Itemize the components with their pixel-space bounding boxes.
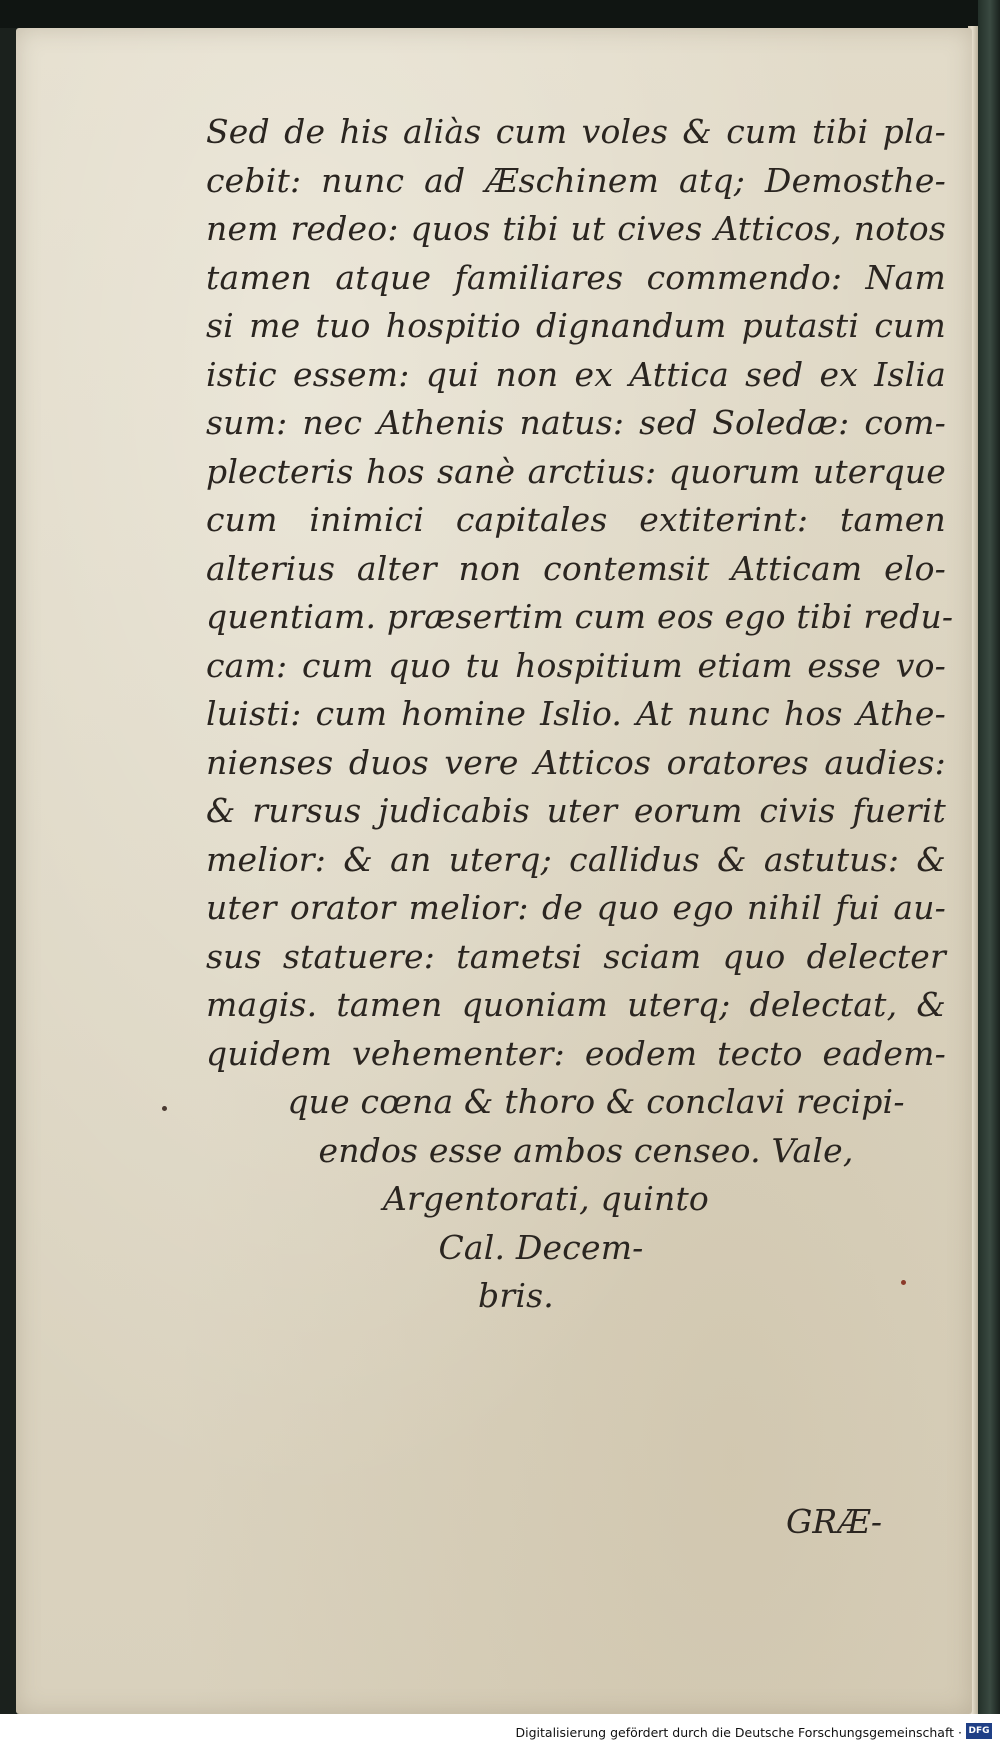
text-line: plecteris hos sanè arctius: quorum uterque — [206, 451, 946, 491]
ink-speck — [162, 1106, 167, 1111]
text-line: istic essem: qui non ex Attica sed ex Islia — [206, 354, 946, 394]
footer-bar — [0, 1714, 1000, 1747]
closing-line: Cal. Decem- — [438, 1227, 644, 1267]
closing-line: que cœna & thoro & conclavi recipi- — [287, 1082, 905, 1121]
ink-speck — [901, 1280, 906, 1285]
text-line: Sed de his aliàs cum voles & cum tibi pla- — [206, 112, 946, 151]
closing-line: Argentorati, quinto — [382, 1179, 709, 1218]
closing-line: endos esse ambos censeo. Vale, — [318, 1130, 854, 1170]
text-line: tamen atque familiares commendo: Nam — [206, 257, 946, 297]
book-page — [16, 28, 972, 1714]
text-line: nienses duos vere Atticos oratores audies: — [206, 742, 946, 782]
digitization-credit: Digitalisierung gefördert durch die Deutsche Forschungsgemeinschaft · — [515, 1725, 962, 1740]
scan-background-top — [0, 0, 1000, 28]
text-line: nem redeo: quos tibi ut cives Atticos, notos — [206, 209, 946, 248]
text-line: quidem vehementer: eodem tecto eadem- — [206, 1033, 946, 1073]
text-line: melior: & an uterq; callidus & astutus: & — [206, 839, 946, 879]
text-line: sum: nec Athenis natus: sed Soledæ: com- — [206, 403, 946, 442]
text-line: sus statuere: tametsi sciam quo delecter — [206, 936, 946, 976]
dfg-logo: DFG — [966, 1723, 992, 1739]
text-line: cum inimici capitales extiterint: tamen — [206, 500, 946, 539]
catchword: GRÆ- — [786, 1502, 883, 1541]
text-line: quentiam. præsertim cum eos ego tibi redu- — [206, 597, 954, 636]
page-text — [206, 108, 954, 1321]
text-line: si me tuo hospitio dignandum putasti cum — [206, 306, 946, 345]
text-line: magis. tamen quoniam uterq; delectat, & — [206, 985, 946, 1024]
text-line: & rursus judicabis uter eorum civis fuerit — [206, 791, 946, 830]
text-line: uter orator melior: de quo ego nihil fui au- — [206, 888, 946, 927]
text-line: luisti: cum homine Islio. At nunc hos Athe- — [206, 694, 946, 733]
closing-line: bris. — [478, 1276, 554, 1315]
text-line: cebit: nunc ad Æschinem atq; Demosthe- — [206, 160, 946, 200]
text-line: alterius alter non contemsit Atticam elo- — [206, 548, 946, 588]
text-line: cam: cum quo tu hospitium etiam esse vo- — [206, 645, 946, 685]
book-cover-edge — [978, 0, 1000, 1747]
